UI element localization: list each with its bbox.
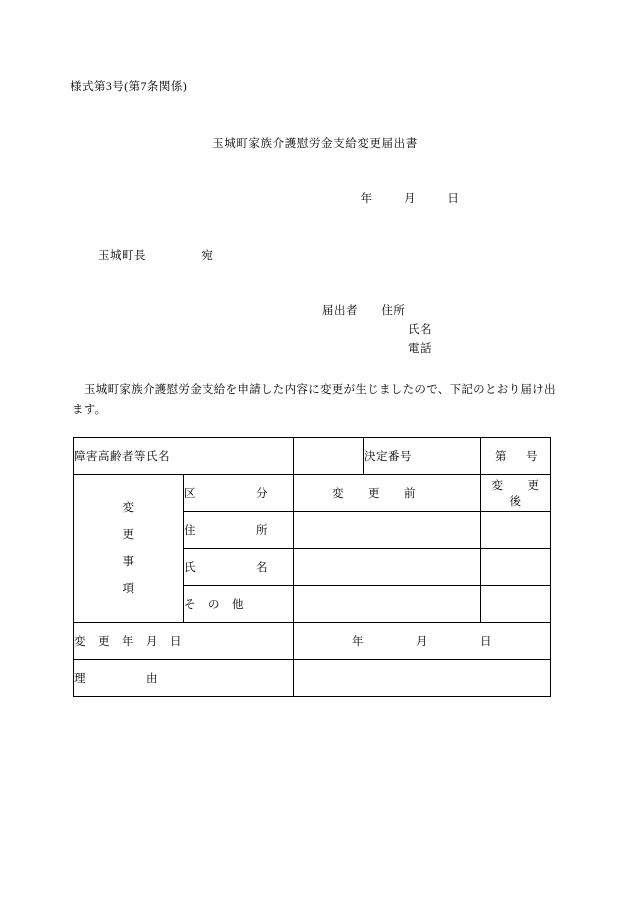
submitter-label: 届出者 — [322, 305, 358, 317]
row-label-change-date: 変 更 年 月 日 — [74, 623, 294, 660]
column-header-category: 区 分 — [184, 475, 294, 512]
decision-prefix: 第 — [495, 451, 508, 463]
date-day-label: 日 — [447, 193, 460, 205]
table-row-reason — [74, 660, 551, 697]
cell-subject-name-label: 障害高齢者等氏名 — [74, 438, 294, 475]
row-label-address: 住 所 — [184, 512, 294, 549]
row-label-name: 氏 名 — [184, 549, 294, 586]
cell-decision-number-value[interactable] — [481, 438, 551, 475]
column-header-after: 変 更 後 — [481, 475, 551, 512]
row-label-other: そ の 他 — [184, 586, 294, 623]
cell-decision-number-label — [364, 438, 481, 475]
date-month-label: 月 — [404, 193, 416, 205]
row-label-reason: 理 由 — [74, 660, 294, 697]
cell-address-before[interactable] — [294, 512, 481, 549]
body-paragraph-text: 玉城町家族介護慰労金支給を申請した内容に変更が生じましたので、下記のとおり届け出ます。 — [72, 384, 556, 416]
cell-reason-value[interactable] — [294, 660, 551, 697]
cell-name-after[interactable] — [481, 549, 551, 586]
submitter-row-address — [322, 302, 432, 321]
cell-other-before[interactable] — [294, 586, 481, 623]
addressee-suffix: 宛 — [201, 250, 214, 262]
page-title: 玉城町家族介護慰労金支給変更届出書 — [212, 138, 418, 150]
submitter-name-label: 氏名 — [408, 324, 432, 336]
date-line — [0, 190, 630, 206]
submitter-row-phone — [322, 340, 432, 359]
cell-name-before[interactable] — [294, 549, 481, 586]
addressee — [98, 247, 213, 263]
decision-number-label: 決定番号 — [364, 451, 413, 463]
decision-suffix: 号 — [526, 451, 539, 463]
date-year-label: 年 — [360, 193, 373, 205]
cell-change-date-value[interactable] — [294, 623, 551, 660]
change-date-month-label: 月 — [416, 636, 429, 648]
submitter-phone-label: 電話 — [408, 343, 432, 355]
submitter-block — [322, 302, 432, 359]
submitter-address-label: 住所 — [381, 305, 406, 317]
body-paragraph — [72, 380, 558, 420]
change-date-year-label: 年 — [352, 636, 365, 648]
change-form-table — [73, 437, 564, 697]
table-row-header — [74, 475, 551, 512]
table-row-name — [74, 438, 551, 475]
cell-address-after[interactable] — [481, 512, 551, 549]
cell-other-after[interactable] — [481, 586, 551, 623]
form-number: 様式第3号(第7条関係) — [70, 81, 188, 93]
submitter-row-name — [322, 321, 432, 340]
addressee-name: 玉城町長 — [98, 250, 146, 262]
change-section-label: 変 更 事 項 — [74, 475, 184, 623]
cell-subject-name-value[interactable] — [294, 438, 364, 475]
change-date-day-label: 日 — [480, 636, 493, 648]
table-row-change-date — [74, 623, 551, 660]
column-header-before: 変 更 前 — [294, 475, 481, 512]
